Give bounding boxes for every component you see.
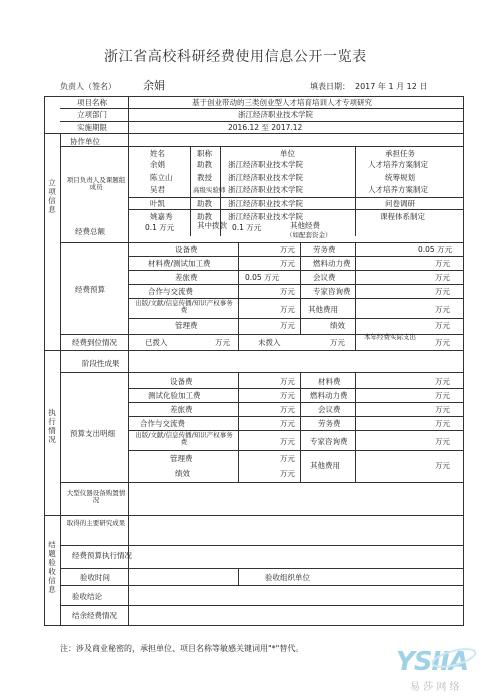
row-line [60, 121, 463, 122]
member-title: 教授 [197, 173, 212, 182]
exec-item: 材料费 [318, 377, 341, 386]
purchase-label: 大型仪器设备购置情况 [66, 489, 126, 505]
budget-travel: 差旅费 [175, 273, 198, 282]
row-line [60, 585, 463, 586]
exec-unit: 万元 [435, 391, 450, 400]
exec-unit: 万元 [280, 391, 295, 400]
budget-labor-value: 0.05 万元 [418, 245, 453, 254]
row-line [128, 270, 463, 271]
team-label: 项目负责人及课题组成员 [66, 176, 126, 192]
project-name-value: 基于创业带动的三类创业型人才培育培训人才专项研究 [192, 98, 372, 107]
row-line [60, 146, 463, 147]
frame-left [44, 96, 45, 626]
total-value: 0.1 万元 [145, 223, 175, 232]
budget-other-unit: 万元 [435, 305, 450, 314]
member-title: 助教 [197, 212, 212, 221]
member-task: 课程体系制定 [380, 212, 425, 221]
arrival-received: 已拨入 [145, 338, 168, 347]
row-line [128, 197, 463, 198]
exec-item: 差旅费 [170, 405, 193, 414]
exec-item: 燃料动力费 [310, 391, 348, 400]
exec-unit: 万元 [435, 437, 450, 446]
row-line [128, 284, 463, 285]
date-label: 填表日期： [310, 82, 350, 91]
member-task: 统筹规划 [385, 173, 415, 182]
row-line [128, 388, 463, 389]
row-line [44, 133, 463, 134]
dept-value: 浙江经济职业技术学院 [238, 110, 313, 119]
member-unit: 浙江经济职业技术学院 [228, 160, 303, 169]
exec-item: 出版/文献/信息传播/知识产权事务费 [135, 431, 233, 447]
final-label: 结余经费情况 [72, 611, 117, 620]
budget-equipment-unit: 万元 [280, 245, 295, 254]
budget-exec-label: 经费预算执行情况 [72, 551, 132, 560]
row-line [60, 545, 463, 546]
col-name: 姓名 [150, 149, 165, 158]
budget-meeting: 会议费 [313, 273, 336, 282]
budget-equipment: 设备费 [175, 245, 198, 254]
date-value: 2017 年 1 月 12 日 [355, 82, 428, 91]
exec-item: 其他费用 [310, 461, 340, 470]
exec-unit: 万元 [280, 419, 295, 428]
svg-text:易 莎 网 络: 易 莎 网 络 [410, 682, 460, 693]
member-name: 叶凯 [150, 199, 165, 208]
budget-fuel-unit: 万元 [435, 259, 450, 268]
exec-unit: 万元 [435, 419, 450, 428]
svg-text:YSIIA: YSIIA [396, 647, 469, 677]
col-line [355, 146, 356, 236]
col-unit: 单位 [280, 149, 295, 158]
spending-label: 预算支出明细 [70, 429, 115, 438]
org-label: 验收组织单位 [265, 573, 310, 582]
row-line [60, 372, 463, 373]
col-line [238, 568, 239, 585]
member-title: 助教 [197, 160, 212, 169]
exec-item: 管理费 [170, 454, 193, 463]
arrival-received-unit: 万元 [215, 338, 230, 347]
member-task: 人才培养方案制定 [368, 185, 428, 194]
budget-fuel: 燃料动力费 [313, 259, 351, 268]
arrival-extra: 本年经费实际支出 [364, 333, 416, 341]
exec-unit: 万元 [280, 405, 295, 414]
signature: 余娟 [143, 79, 165, 92]
arrival-pending-unit: 万元 [330, 338, 345, 347]
exec-item: 测试化验加工费 [148, 391, 201, 400]
member-name: 吴君 [150, 185, 165, 194]
col-line [238, 334, 239, 350]
budget-intl-unit: 万元 [280, 287, 295, 296]
exec-unit: 万元 [435, 377, 450, 386]
exec-item: 绩效 [175, 469, 190, 478]
frame-right [463, 96, 464, 626]
exec-item: 劳务费 [318, 419, 341, 428]
exec-unit: 万元 [280, 377, 295, 386]
budget-mgmt: 管理费 [175, 321, 198, 330]
member-title: 助教 [197, 199, 212, 208]
exec-unit: 万元 [280, 469, 295, 478]
period-label: 实施期限 [77, 123, 107, 132]
funding-label: 经费总额 [75, 227, 105, 236]
member-unit: 浙江经济职业技术学院 [228, 173, 303, 182]
dept-label: 立项部门 [77, 110, 107, 119]
budget-expert: 专家咨询费 [313, 287, 351, 296]
row-line [128, 209, 463, 210]
exec-item: 会议费 [318, 405, 341, 414]
section-exec-label: 执行情况 [48, 408, 56, 444]
progress-label: 阶段性成果 [82, 359, 120, 368]
member-name: 陈立山 [150, 173, 173, 182]
ysiia-logo-icon [392, 638, 487, 694]
row-line [44, 515, 463, 516]
row-line [60, 242, 463, 243]
responsible-label: 负责人（签名） [60, 82, 116, 91]
institution-label: 协作单位 [70, 137, 100, 146]
member-title: 高级实验师 [193, 186, 226, 194]
member-unit: 浙江经济职业技术学院 [228, 212, 303, 221]
budget-publish-unit: 万元 [280, 305, 295, 314]
other-sub: （如配套资金） [286, 231, 332, 239]
section-basic-label: 立项信息 [48, 178, 56, 214]
exec-item: 专家咨询费 [310, 437, 348, 446]
row-line [128, 318, 463, 319]
page-title: 浙江省高校科研经费使用信息公开一览表 [104, 49, 367, 65]
footnote: 注：涉及商业秘密的，承担单位、项目名称等敏感关键词用"*"替代。 [60, 644, 304, 653]
row-line [128, 256, 463, 257]
budget-expert-unit: 万元 [435, 287, 450, 296]
member-unit: 浙江经济职业技术学院 [228, 199, 303, 208]
row-line [128, 416, 463, 417]
achieve-label: 取得的主要研究成果 [66, 519, 126, 527]
time-label: 验收时间 [80, 573, 110, 582]
budget-mgmt-unit: 万元 [280, 321, 295, 330]
row-line [128, 402, 463, 403]
central-value: 0.1 万元 [232, 223, 262, 232]
budget-label: 经费预算 [75, 285, 105, 294]
member-task: 问卷调研 [385, 199, 415, 208]
exec-item: 设备费 [170, 377, 193, 386]
exec-item: 合作与交流费 [140, 419, 185, 428]
section-completion-label: 结题验收信息 [48, 540, 56, 594]
col-task: 承担任务 [385, 149, 415, 158]
arrival-extra-unit: 万元 [435, 338, 450, 347]
section-divider [60, 133, 61, 625]
budget-intl: 合作与交流费 [148, 287, 193, 296]
exec-unit: 万元 [280, 454, 295, 463]
member-unit: 浙江经济职业技术学院 [228, 185, 303, 194]
central-label: 其中拨款 [197, 221, 227, 230]
budget-travel-value: 0.05 万元 [245, 273, 280, 282]
row-line [60, 108, 463, 109]
exec-unit: 万元 [435, 405, 450, 414]
member-task: 人才培养方案制定 [368, 160, 428, 169]
budget-material-unit: 万元 [280, 259, 295, 268]
exec-unit: 万元 [435, 461, 450, 470]
col-line [355, 334, 356, 350]
budget-material: 材料费/测试加工费 [148, 259, 211, 268]
budget-perf-unit: 万元 [435, 321, 450, 330]
budget-meeting-unit: 万元 [435, 273, 450, 282]
row-line [60, 605, 463, 606]
level-label: 验收结论 [72, 592, 102, 601]
member-name: 余娟 [150, 160, 165, 169]
col-line [190, 146, 191, 236]
frame-top [44, 96, 464, 97]
row-line [60, 568, 463, 569]
watermark-logo [392, 638, 487, 694]
budget-perf: 绩效 [330, 321, 345, 330]
frame-bottom [44, 625, 464, 626]
exec-unit: 万元 [280, 437, 295, 446]
budget-publish: 出版/文献/信息传播/知识产权事务费 [135, 299, 233, 315]
other-label: 其他经费 [290, 221, 320, 230]
budget-labor: 劳务费 [313, 245, 336, 254]
arrival-pending: 未拨入 [258, 338, 281, 347]
member-name: 姚嘉秀 [150, 212, 173, 221]
project-name-label: 项目名称 [77, 98, 107, 107]
col-title: 职称 [197, 149, 212, 158]
row-line [128, 450, 463, 451]
row-line [60, 482, 463, 483]
period-value: 2016.12 至 2017.12 [228, 123, 303, 132]
budget-other: 其他费用 [308, 305, 338, 314]
arrival-label: 经费到位情况 [72, 338, 117, 347]
row-line [44, 350, 463, 351]
